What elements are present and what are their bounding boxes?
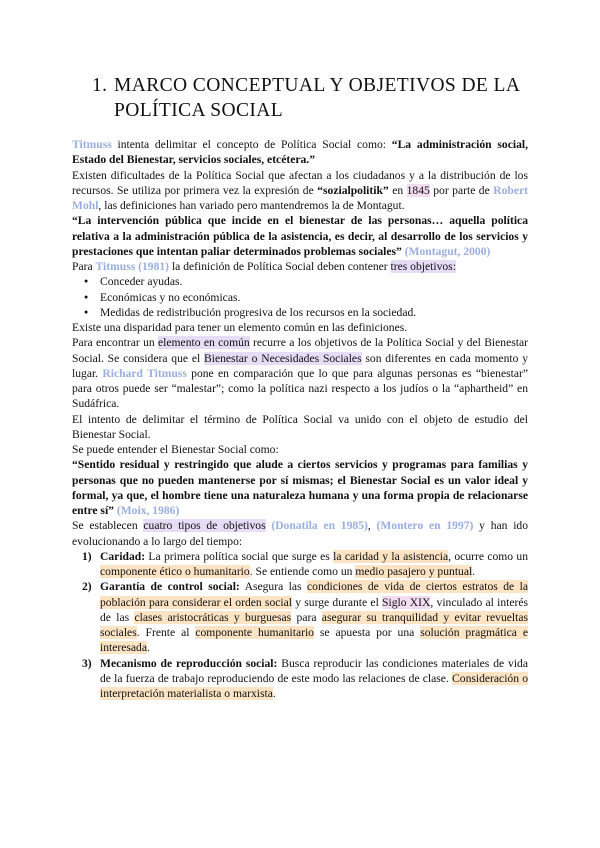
heading-number: 1. — [92, 75, 108, 96]
paragraph-cuatro-tipos: Se establecen cuatro tipos de objetivos (Donatila en 1985), (Montero en 1997) y han ido evolucionando a lo largo del tiempo: — [72, 519, 529, 548]
citation: Robert Mohl — [72, 183, 528, 212]
highlight: clases aristocráticas y burguesas — [134, 610, 292, 624]
highlight: componente humanitario — [195, 626, 314, 639]
paragraph-tres-objetivos: Para Titmuss (1981) la definición de Política Social deben contener tres objetivos: — [72, 260, 456, 273]
paragraph-entender: Se puede entender el Bienestar Social como: — [72, 443, 279, 456]
highlight: Bienestar o Necesidades Sociales — [204, 351, 362, 365]
list-item-reproduccion-social: 3) Mecanismo de reproducción social: Busca reproducir las condiciones materiales de vida de la fuerza de trabajo reproduciendo de este modo las relaciones de clase. Consideración o interpretación materialista o marxista. — [82, 656, 529, 700]
quote-moix: “Sentido residual y restringido que alude a ciertos servicios y programas para familias y personas que no pueden mantenerse por sí mismas; el Bienestar Social es un valor ideal y formal, ya que, el hombre tiene una naturaleza humana y una forma propia de relacionarse entre sí” (Moix, 1986) — [72, 458, 528, 517]
highlight: cuatro tipos de objetivos — [143, 519, 266, 533]
bold-term: “sozialpolitik” — [317, 183, 389, 197]
highlight: tres objetivos: — [390, 260, 456, 273]
highlight: la caridad y la asistencia — [333, 549, 449, 563]
highlight: Siglo XIX — [382, 595, 431, 609]
list-item-control-social: 2) Garantía de control social: Asegura las condiciones de vida de ciertos estratos de la población para considerar el orden social y surge durante el Siglo XIX, vinculado al interés de las clases aristocráticas y burguesas para asegurar su tranquilidad y evitar revueltas sociales. Frente al componente humanitario se apuesta por una solución pragmática e interesada. — [82, 580, 529, 655]
numbered-list — [72, 549, 528, 702]
highlight: elemento en común — [158, 336, 250, 350]
list-item: ● Medidas de redistribución progresiva de los recursos en la sociedad. — [72, 305, 528, 320]
citation: (Montero en 1997) — [376, 519, 474, 533]
highlight-year: 1845 — [406, 183, 430, 197]
list-item-caridad: 1) Caridad: La primera política social que surge es la caridad y la asistencia, ocurre como un componente ético o humanitario. Se entiende como un medio pasajero y puntual. — [82, 549, 528, 578]
quote-montagut: “La intervención pública que incide en el bienestar de las personas… aquella política relativa a la administración pública de la asistencia, es decir, al desarrollo de los servicios y prestaciones que intentan paliar determinados problemas sociales” (Montagut, 2000) — [72, 214, 528, 258]
bold-definition: “La administración social, Estado del Bienestar, servicios sociales, etcétera.” — [72, 138, 528, 167]
paragraph-intento: El intento de delimitar el término de Política Social va unido con el objeto de estudio del Bienestar Social. — [72, 412, 528, 441]
citation: Titmuss (1981) — [95, 260, 170, 273]
heading-line-1: MARCO CONCEPTUAL Y OBJETIVOS DE LA — [114, 75, 521, 96]
citation: Titmuss — [72, 138, 112, 151]
paragraph-titmuss-definition: Titmuss intenta delimitar el concepto de Política Social como: “La administración social, Estado del Bienestar, servicios sociales, etcétera.” — [72, 138, 528, 167]
bullet-list — [72, 274, 528, 320]
heading-line-2: POLÍTICA SOCIAL — [114, 100, 284, 121]
highlight: componente ético o humanitario — [100, 565, 250, 578]
paragraph-dificultades: Existen dificultades de la Política Social que afectan a los ciudadanos y a la distribución de los recursos. Se utiliza por primera vez la expresión de “sozialpolitik” en 1845 por parte de Robert Mohl, las definiciones han variado pero mantendremos la de Montagut. — [72, 168, 528, 212]
highlight: Consideración o interpretación materialista o marxista — [100, 671, 529, 700]
citation: (Montagut, 2000) — [401, 244, 491, 258]
paragraph-disparidad: Existe una disparidad para tener un elemento común en las definiciones. — [72, 321, 408, 334]
highlight: solución pragmática e interesada — [100, 626, 528, 655]
highlight: medio pasajero y puntual — [355, 565, 473, 578]
list-item: ● Económicas y no económicas. — [72, 290, 528, 305]
highlight: asegurar su tranquilidad y evitar revueltas sociales — [100, 610, 529, 639]
document-body — [72, 137, 528, 701]
highlight: condiciones de vida de ciertos estratos de la población para considerar el orden social — [100, 580, 529, 609]
list-item: ● Conceder ayudas. — [72, 274, 528, 289]
citation: Richard Titmuss — [102, 366, 187, 380]
citation: (Moix, 1986) — [113, 504, 180, 517]
paragraph-elemento-comun: Para encontrar un elemento en común recurre a los objetivos de la Política Social y del Bienestar Social. Se considera que el Bienestar o Necesidades Sociales son diferentes en cada momento y lugar. Richard Titmuss pone en comparación que lo que para algunas personas es “bienestar” para otros puede ser “malestar”; como la política nazi respecto a los judíos o la “aphartheid” en Sudáfrica. — [72, 336, 528, 411]
citation: (Donatila en 1985) — [271, 519, 368, 533]
